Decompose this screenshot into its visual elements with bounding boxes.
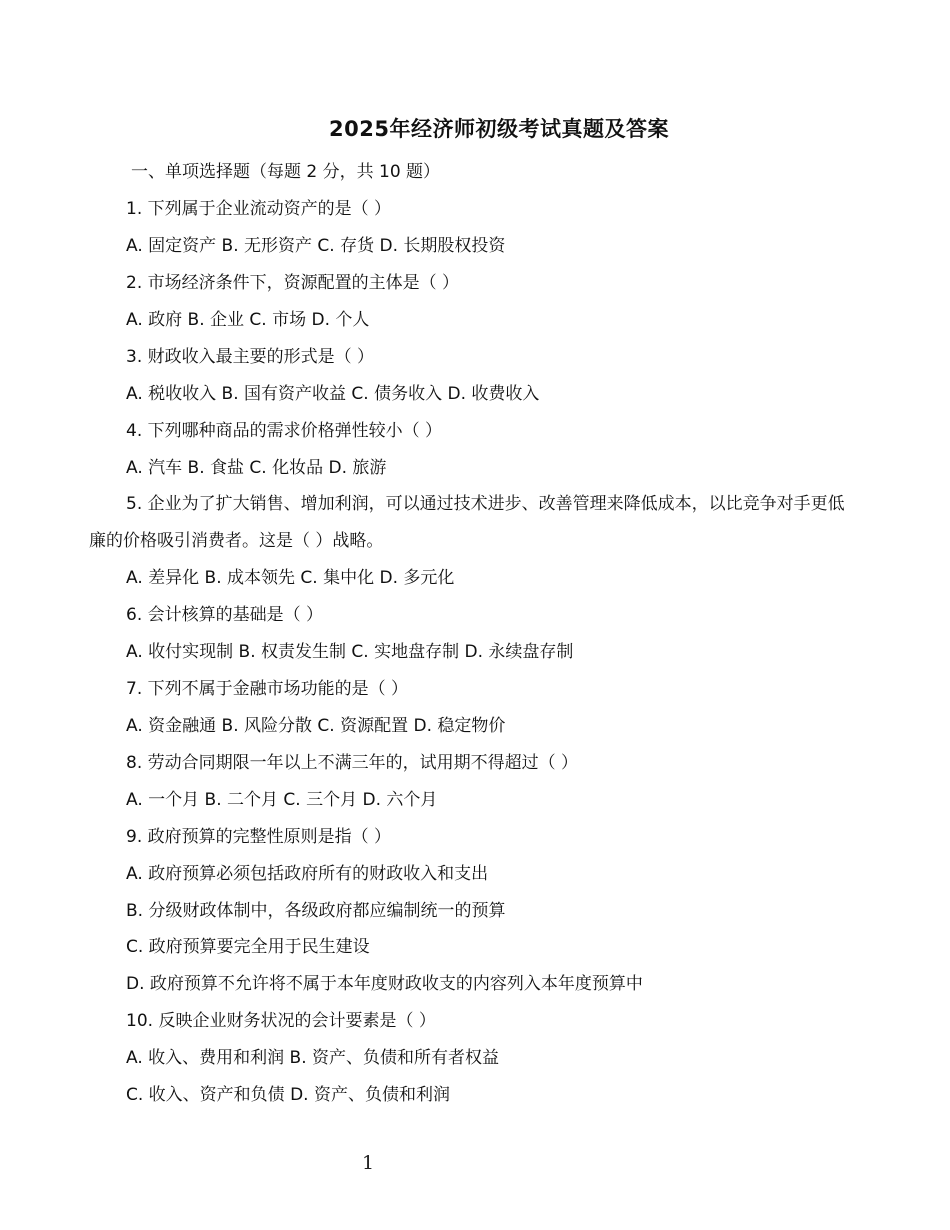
question-stem: 3. 财政收入最主要的形式是（ ） (126, 347, 375, 367)
question-option: C. 政府预算要完全用于民生建设 (126, 937, 370, 957)
section-heading: 一、单项选择题（每题 2 分，共 10 题） (131, 162, 441, 182)
question-stem: 9. 政府预算的完整性原则是指（ ） (126, 827, 392, 847)
question-options: A. 收付实现制 B. 权责发生制 C. 实地盘存制 D. 永续盘存制 (126, 642, 574, 662)
question-stem: 1. 下列属于企业流动资产的是（ ） (126, 199, 392, 219)
document-title: 2025年经济师初级考试真题及答案 (329, 117, 669, 141)
question-options: A. 固定资产 B. 无形资产 C. 存货 D. 长期股权投资 (126, 236, 506, 256)
question-options: C. 收入、资产和负债 D. 资产、负债和利润 (126, 1085, 450, 1105)
question-stem: 4. 下列哪种商品的需求价格弹性较小（ ） (126, 421, 443, 441)
question-stem: 8. 劳动合同期限一年以上不满三年的，试用期不得超过（ ） (126, 753, 579, 773)
question-stem: 6. 会计核算的基础是（ ） (126, 605, 324, 625)
question-stem: 10. 反映企业财务状况的会计要素是（ ） (126, 1011, 436, 1031)
page-number: 1 (361, 1152, 375, 1174)
question-options: A. 政府 B. 企业 C. 市场 D. 个人 (126, 310, 370, 330)
question-options: A. 汽车 B. 食盐 C. 化妆品 D. 旅游 (126, 458, 387, 478)
question-options: A. 差异化 B. 成本领先 C. 集中化 D. 多元化 (126, 568, 455, 588)
question-options: A. 税收收入 B. 国有资产收益 C. 债务收入 D. 收费收入 (126, 384, 540, 404)
question-options: A. 资金融通 B. 风险分散 C. 资源配置 D. 稳定物价 (126, 716, 506, 736)
question-stem: 5. 企业为了扩大销售、增加利润，可以通过技术进步、改善管理来降低成本，以比竞争对手更低廉的价格吸引消费者。这是（ ）战略。 (89, 494, 845, 551)
question-option: A. 政府预算必须包括政府所有的财政收入和支出 (126, 864, 489, 884)
question-options: A. 一个月 B. 二个月 C. 三个月 D. 六个月 (126, 790, 438, 810)
question-option: D. 政府预算不允许将不属于本年度财政收支的内容列入本年度预算中 (126, 974, 643, 994)
question-options: A. 收入、费用和利润 B. 资产、负债和所有者权益 (126, 1048, 500, 1068)
question-stem: 7. 下列不属于金融市场功能的是（ ） (126, 679, 409, 699)
question-stem: 2. 市场经济条件下，资源配置的主体是（ ） (126, 273, 460, 293)
question-option: B. 分级财政体制中，各级政府都应编制统一的预算 (126, 901, 506, 921)
